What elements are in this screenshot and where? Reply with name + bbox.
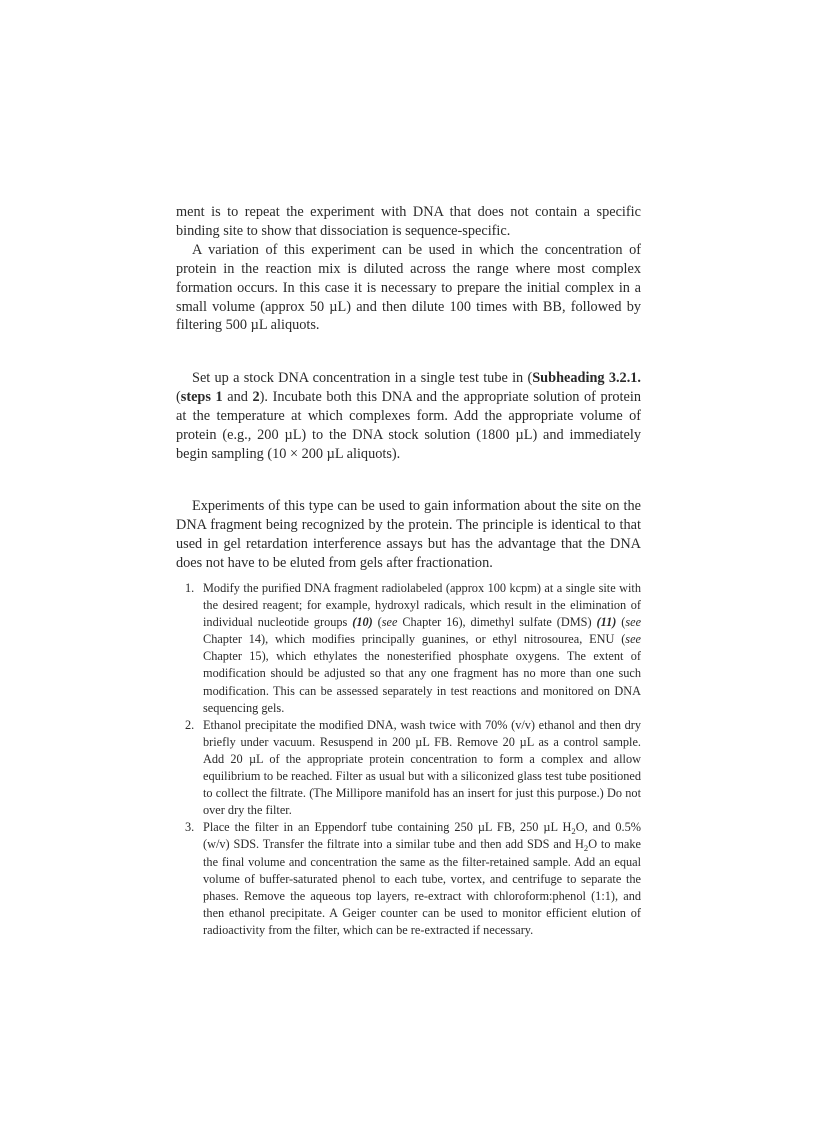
subscript: 2 [583,843,589,854]
text-run: ( [176,388,181,405]
step-number: 3. [185,820,195,835]
text-run: Chapter 15), which ethylates the nonesterified phosphate oxygens. The extent of modification should be adjusted so that any one fragment has no more than one such modification. This can be assessed separately in test reactions and monitored on DNA sequencing gels. [203,649,641,715]
subscript: 2 [571,826,576,837]
subheading-reference: Subheading 3.2.1. [532,370,641,386]
step-text: Ethanol precipitate the modified DNA, wash twice with 70% (v/v) ethanol and then dry briefly under vacuum. Resuspend in 200 µL FB. Remove 20 µL as a control sample. Add 20 µL of the appropriate protein concentration to form a complex and allow equilibrium to be reached. Filter as usual but with a siliconized glass test tube positioned to collect the filtrate. (The Millipore manifold has an insert for just this purpose.) Do not over dry the filter. [203,717,641,818]
text-run: ). Incubate both this DNA and the appropriate solution of protein at the temperature at which complexes form. Add the appropriate volume of protein (e.g., 200 µL) to the DNA stock solution (1800 µL) and immediately begin sampling (10 × 200 µL aliquots). [176,388,641,462]
text-run: Place the filter in an Eppendorf tube containing 250 µL FB, 250 µL H [203,820,572,835]
paragraph-interference-intro: Experiments of this type can be used to gain information about the site on the DNA fragment being recognized by the protein. The principle is identical to that used in gel retardation interference assays but has the advantage that the DNA does not have to be eluted from gels after fractionation. [176,498,641,571]
procedure-steps [185,580,641,939]
text-run: Set up a stock DNA concentration in a single test tube in ( [192,370,533,386]
see-reference: see [625,615,642,630]
text-run: and [222,388,253,405]
step-number: 1. [185,581,195,595]
citation-reference: (10) [352,615,373,630]
paragraph-continuation: ment is to repeat the experiment with DNA that does not contain a specific binding site to show that dissociation is sequence-specific. [176,204,641,239]
step-item-1 [185,580,641,717]
step-reference: 2 [252,388,260,405]
see-reference: see [625,632,641,647]
text-run: Modify the purified DNA fragment radiolabeled (approx 100 kcpm) at a single site with the desired reagent; for example, hydroxyl radicals, which result in the elimination of individual nucleotide groups [203,581,641,630]
step-item-2 [185,717,641,820]
text-run: O, and 0.5% (w/v) SDS. Transfer the filtrate into a similar tube and then add SDS and H [203,820,641,852]
paragraph-variation: A variation of this experiment can be used in which the concentration of protein in the reaction mix is diluted across the range where most complex formation occurs. In this case it is necessary to prepare the initial complex in a small volume (approx 50 µL) and then dilute 100 times with BB, followed by filtering 500 µL aliquots. [176,241,641,334]
step-number: 2. [185,717,195,732]
dissociation-section [176,203,641,335]
step-item-3 [185,819,641,939]
text-run: ( [616,615,626,630]
text-run: ( [372,615,382,630]
see-reference: see [381,615,398,630]
text-run: Chapter 14), which modifies principally guanines, or ethyl nitrosourea, ENU ( [203,632,626,647]
step-text [203,580,641,717]
step-text [203,819,641,939]
step-reference: steps 1 [180,388,223,405]
citation-reference: (11) [596,615,617,630]
text-run: Chapter 16), dimethyl sulfate (DMS) [397,615,597,630]
text-run: O to make the final volume and concentration the same as the filter-retained sample. Add an equal volume of buffer-saturated phenol to each tube, vortex, and centrifuge to separate the phases. Remove the aqueous top layers, re-extract with chloroform:phenol (1:1), and then ethanol precipitate. A Geiger counter can be used to monitor efficient elution of radioactivity from the filter, which can be re-extracted if necessary. [203,837,641,937]
stock-dna-section [176,369,641,464]
interference-section [176,497,641,573]
paragraph-stock-dna [176,369,641,464]
